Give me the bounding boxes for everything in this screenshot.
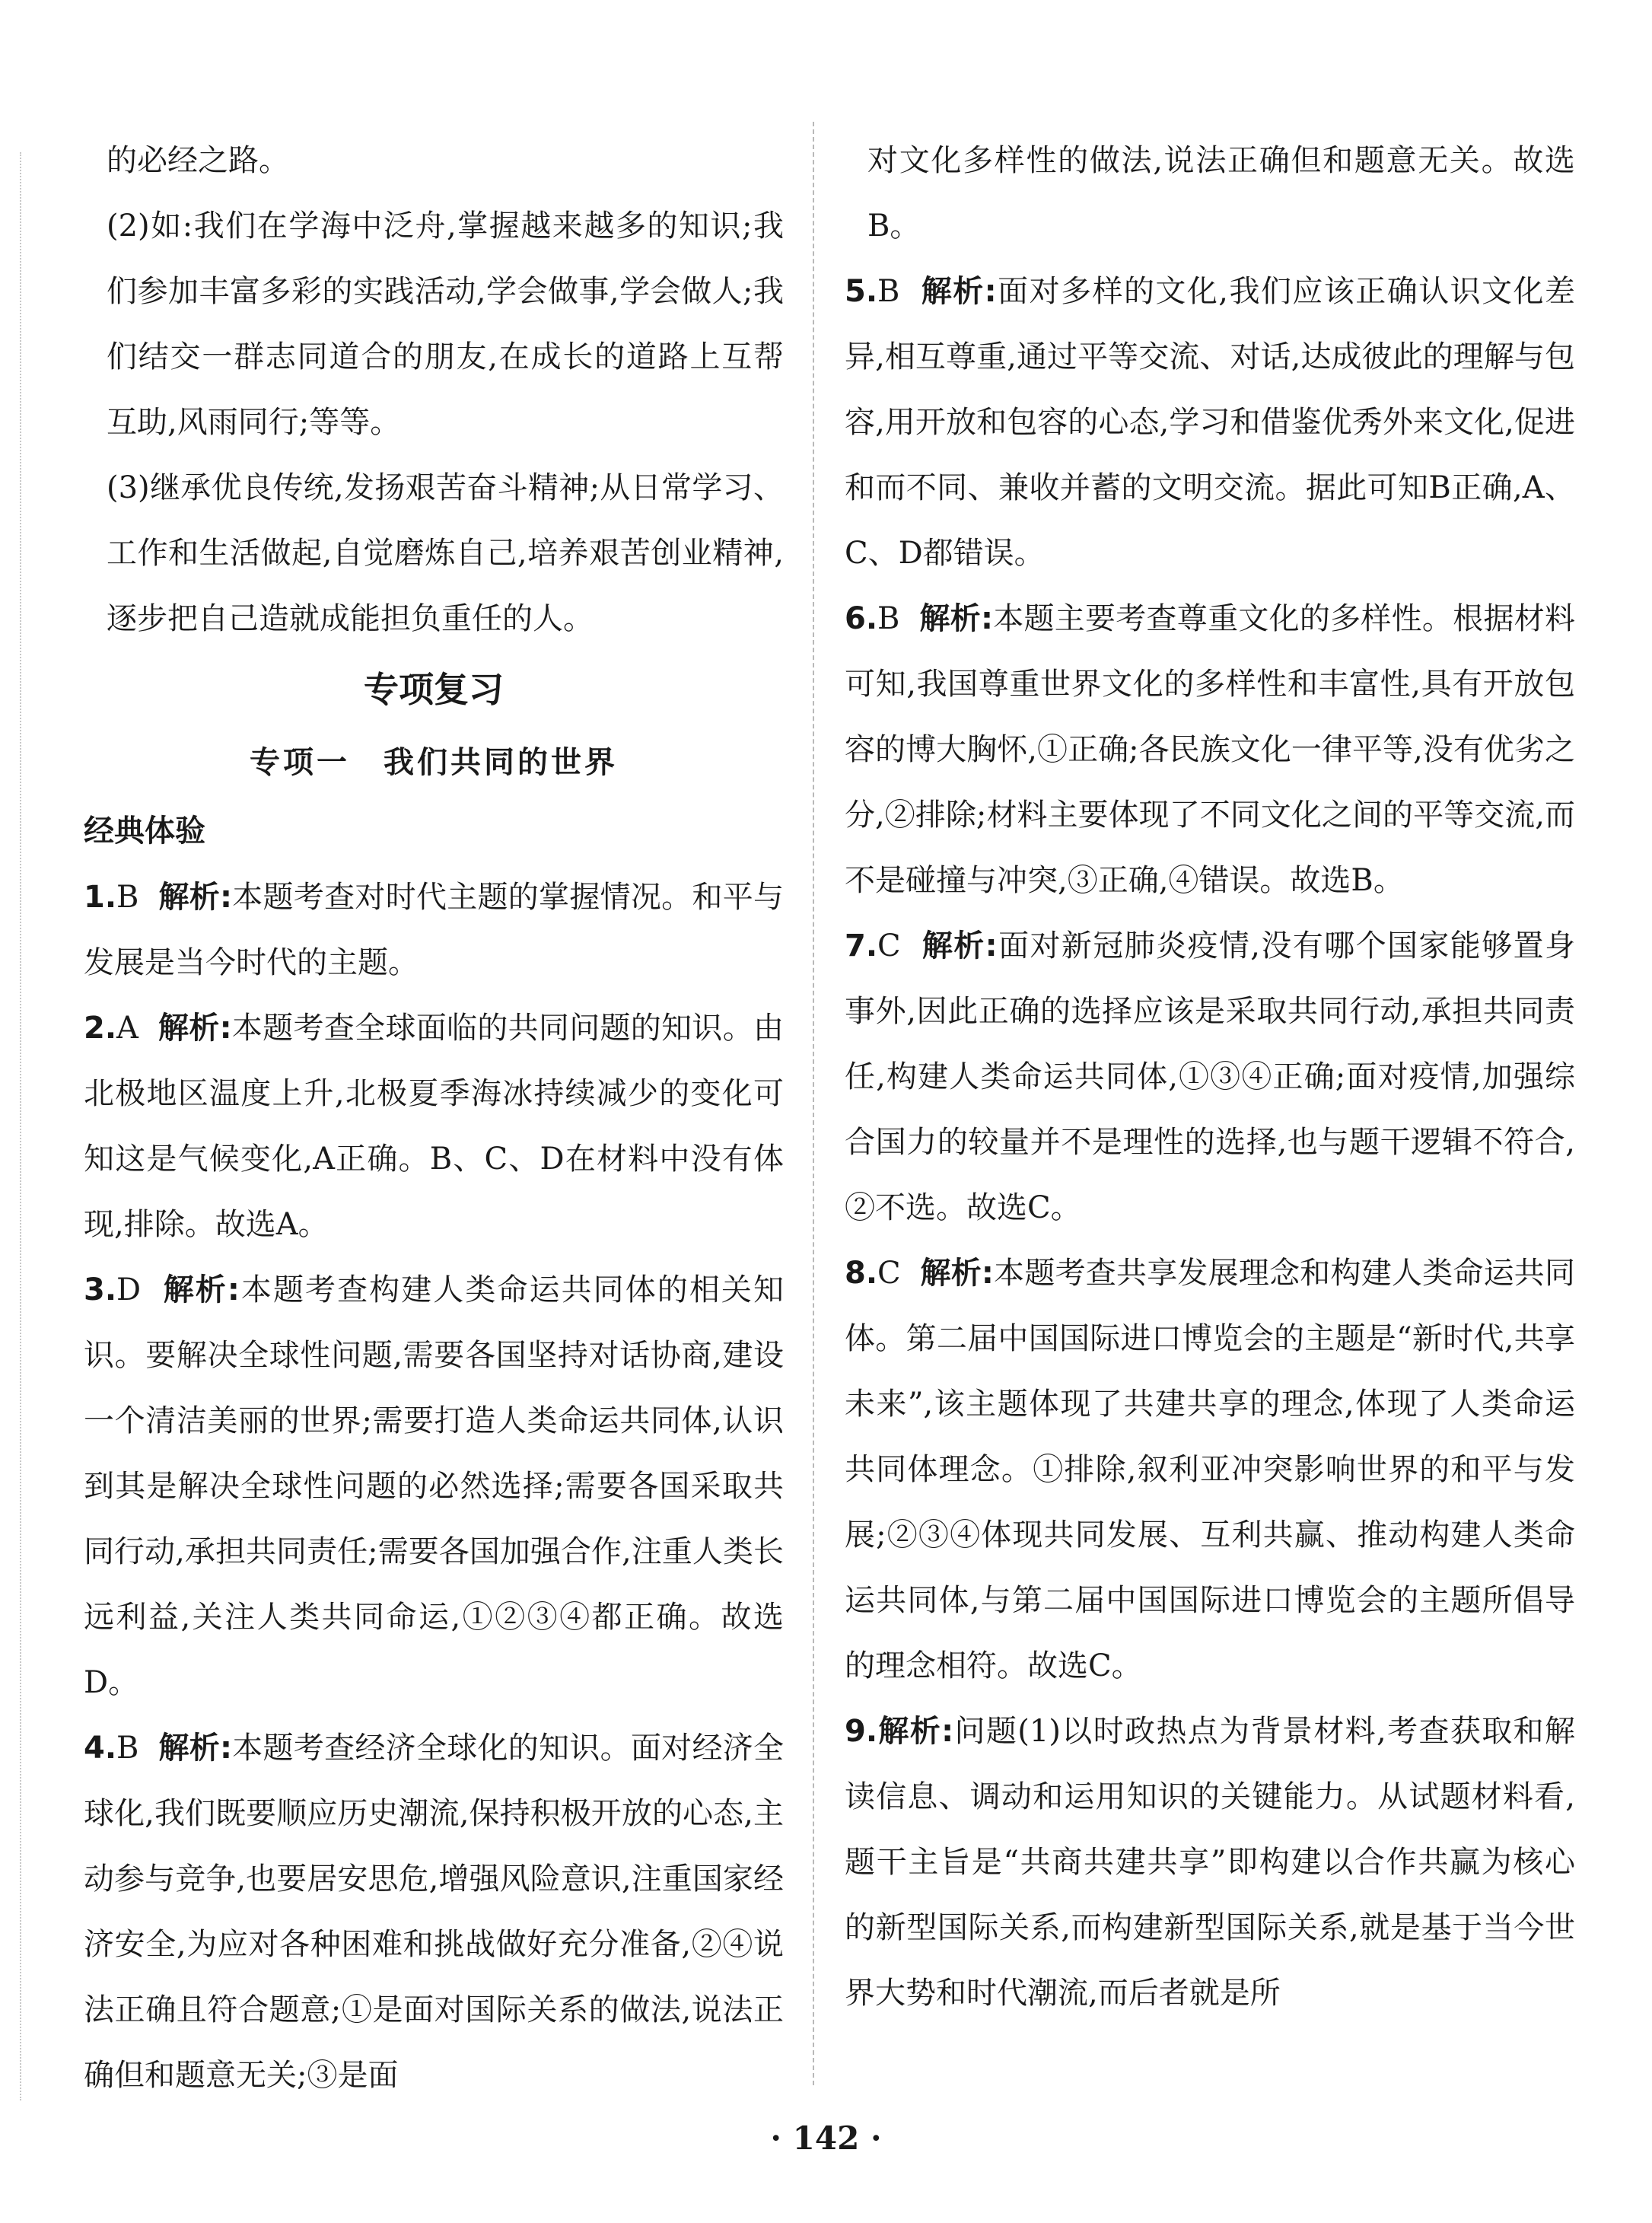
item-answer: B [877,274,900,309]
column-divider [813,122,814,2085]
answer-item [845,1240,1575,1699]
analysis-label: 解析: [920,1256,994,1291]
subsection-title: 专项一 我们共同的世界 [250,745,618,780]
item-text: 本题考查构建人类命运共同体的相关知识。要解决全球性问题,需要各国坚持对话协商,建设一个清洁美丽的世界;需要打造人类命运共同体,认识到其是解决全球性问题的必然选择;需要各国采取共同行动,承担共同责任;需要各国加强合作,注重人类长远利益,关注人类共同命运,①②③④都正确。故选D。 [84,1272,785,1700]
item-number: 7. [845,928,878,963]
analysis-label: 解析: [158,880,232,915]
item-answer: D [116,1272,142,1307]
left-column [84,128,784,2108]
answer-item [84,865,784,995]
item-number: 3. [84,1272,117,1307]
item-text: 本题主要考查尊重文化的多样性。根据材料可知,我国尊重世界文化的多样性和丰富性,具有开放包容的博大胸怀,①正确;各民族文化一律平等,没有优劣之分,②排除;材料主要体现了不同文化之间的平等交流,而不是碰撞与冲突,③正确,④错误。故选B。 [845,601,1575,898]
item-number: 2. [84,1011,117,1046]
item-text: 本题考查经济全球化的知识。面对经济全球化,我们既要顺应历史潮流,保持积极开放的心态,主动参与竞争,也要居安思危,增强风险意识,注重国家经济安全,为应对各种困难和挑战做好充分准备,②④说法正确且符合题意;①是面对国际关系的做法,说法正确但和题意无关;③是面 [84,1731,785,2093]
answer-item [84,1257,784,1715]
answer-item [84,1715,784,2108]
intro-paragraph-2: (2)如:我们在学海中泛舟,掌握越来越多的知识;我们参加丰富多彩的实践活动,学会做事,学会做人;我们结交一群志同道合的朋友,在成长的道路上互帮互助,风雨同行;等等。 [107,209,784,440]
section-title: 专项复习 [364,669,504,710]
item-number: 8. [845,1256,878,1291]
analysis-label: 解析: [921,274,997,309]
item-answer: B [877,601,900,636]
item-text: 本题考查全球面临的共同问题的知识。由北极地区温度上升,北极夏季海冰持续减少的变化可知这是气候变化,A正确。B、C、D在材料中没有体现,排除。故选A。 [84,1011,785,1242]
answer-item [845,259,1575,586]
item-text: 本题考查对时代主题的掌握情况。和平与发展是当今时代的主题。 [84,880,785,980]
category-title: 经典体验 [84,814,205,849]
answer-item [84,995,784,1257]
item-answer: C [877,1256,901,1291]
item-text: 问题(1)以时政热点为背景材料,考查获取和解读信息、调动和运用知识的关键能力。从试题材料看,题干主旨是“共商共建共享”即构建以合作共赢为核心的新型国际关系,而构建新型国际关系,就是基于当今世界大势和时代潮流,而后者就是所 [845,1714,1576,2011]
item-number: 5. [845,274,878,309]
item-number: 1. [84,880,117,915]
item-text: 面对新冠肺炎疫情,没有哪个国家能够置身事外,因此正确的选择应该是采取共同行动,承担共同责任,构建人类命运共同体,①③④正确;面对疫情,加强综合国力的较量并不是理性的选择,也与题干逻辑不符合,②不选。故选C。 [845,928,1575,1225]
item-text: 本题考查共享发展理念和构建人类命运共同体。第二届中国国际进口博览会的主题是“新时代,共享未来”,该主题体现了共建共享的理念,体现了人类命运共同体理念。①排除,叙利亚冲突影响世界的和平与发展;②③④体现共同发展、互利共赢、推动构建人类命运共同体,与第二届中国国际进口博览会的主题所倡导的理念相符。故选C。 [845,1256,1576,1683]
item-answer: B [116,1731,139,1766]
binding-margin-line [20,152,21,2100]
intro-paragraph-3: (3)继承优良传统,发扬艰苦奋斗精神;从日常学习、工作和生活做起,自觉磨炼自己,培养艰苦创业精神,逐步把自己造就成能担负重任的人。 [107,470,784,636]
item-answer: A [116,1011,138,1046]
item-number: 6. [845,601,878,636]
analysis-label: 解析: [163,1272,240,1307]
answer-item [845,913,1575,1240]
item-text: 面对多样的文化,我们应该正确认识文化差异,相互尊重,通过平等交流、对话,达成彼此的理解与包容,用开放和包容的心态,学习和借鉴优秀外来文化,促进和而不同、兼收并蓄的文明交流。据此可知B正确,A、C、D都错误。 [845,274,1575,571]
analysis-label: 解析: [919,601,993,636]
item-answer: C [877,928,901,963]
right-column [845,128,1575,2026]
answer-item [845,1699,1575,2026]
intro-paragraph-1: 的必经之路。 [107,143,289,178]
analysis-label: 解析: [921,928,998,963]
item-answer: B [116,880,139,915]
analysis-label: 解析: [158,1011,232,1046]
item-number: 4. [84,1731,117,1766]
page-number: · 142 · [770,2119,882,2157]
answer-item [845,586,1575,913]
analysis-label: 解析: [877,1714,954,1749]
analysis-label: 解析: [158,1731,232,1766]
continuation-paragraph: 对文化多样性的做法,说法正确但和题意无关。故选B。 [867,143,1575,244]
item-number: 9. [845,1714,878,1749]
